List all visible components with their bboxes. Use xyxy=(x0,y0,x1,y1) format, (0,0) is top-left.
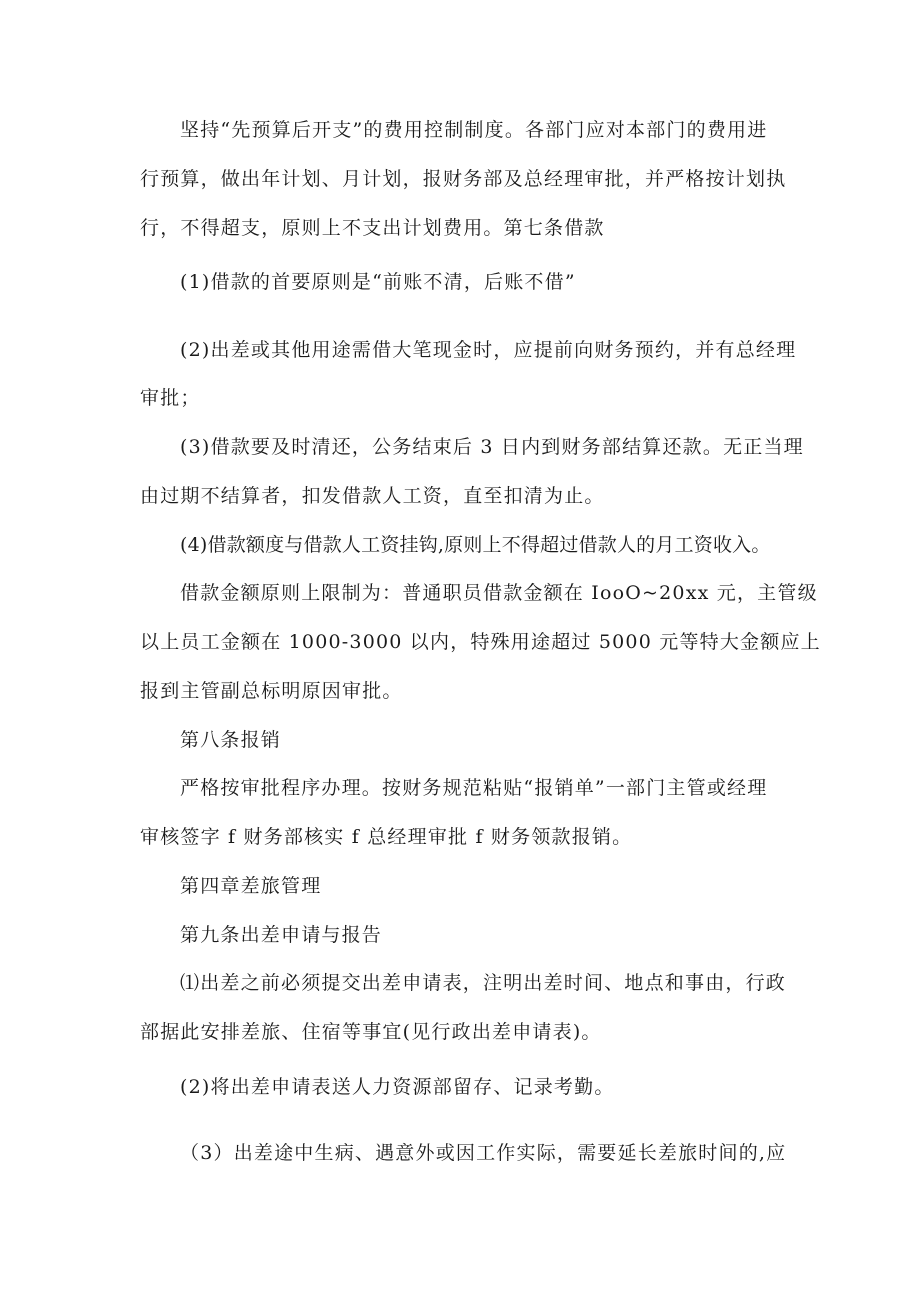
loan-limit-line-3: 报到主管副总标明原因审批。 xyxy=(140,680,403,702)
article-8-heading: 第八条报销 xyxy=(180,729,282,751)
travel-item-2: (2)将出差申请表送人力资源部留存、记录考勤。 xyxy=(180,1076,615,1098)
loan-item-3-line-2: 由过期不结算者，扣发借款人工资，直至扣清为止。 xyxy=(140,485,605,507)
loan-item-3-line-1: (3)借款要及时清还，公务结束后 3 日内到财务部结算还款。无正当理 xyxy=(180,436,804,458)
travel-item-3: （3）出差途中生病、遇意外或因工作实际，需要延长差旅时间的,应 xyxy=(180,1142,787,1164)
loan-item-2-line-1: (2)出差或其他用途需借大笔现金时，应提前向财务预约，并有总经理 xyxy=(180,339,797,361)
chapter-4-heading: 第四章差旅管理 xyxy=(180,875,322,897)
travel-item-1-line-2: 部据此安排差旅、住宿等事宜(见行政出差申请表)。 xyxy=(140,1021,602,1043)
reimbursement-line-1: 严格按审批程序办理。按财务规范粘贴“报销单”一部门主管或经理 xyxy=(180,777,768,799)
travel-item-1-line-1: ⑴出差之前必须提交出差申请表，注明出差时间、地点和事由，行政 xyxy=(180,972,787,994)
loan-item-4: (4)借款额度与借款人工资挂钩,原则上不得超过借款人的月工资收入。 xyxy=(180,534,771,556)
paragraph-budget-line-2: 行预算，做出年计划、月计划，报财务部及总经理审批，并严格按计划执 xyxy=(140,168,787,190)
reimbursement-line-2: 审核签字 f 财务部核实 f 总经理审批 f 财务领款报销。 xyxy=(140,826,633,848)
loan-item-2-line-2: 审批； xyxy=(140,387,201,409)
loan-limit-line-1: 借款金额原则上限制为：普通职员借款金额在 IooO~20xx 元，主管级 xyxy=(180,582,818,604)
loan-limit-line-2: 以上员工金额在 1000-3000 以内，特殊用途超过 5000 元等特大金额应上 xyxy=(140,631,821,653)
paragraph-budget-line-1: 坚持“先预算后开支”的费用控制制度。各部门应对本部门的费用进 xyxy=(180,119,768,141)
article-9-heading: 第九条出差申请与报告 xyxy=(180,924,383,946)
loan-item-1: (1)借款的首要原则是“前账不清，后账不借” xyxy=(180,271,576,293)
paragraph-budget-line-3: 行，不得超支，原则上不支出计划费用。第七条借款 xyxy=(140,217,605,239)
